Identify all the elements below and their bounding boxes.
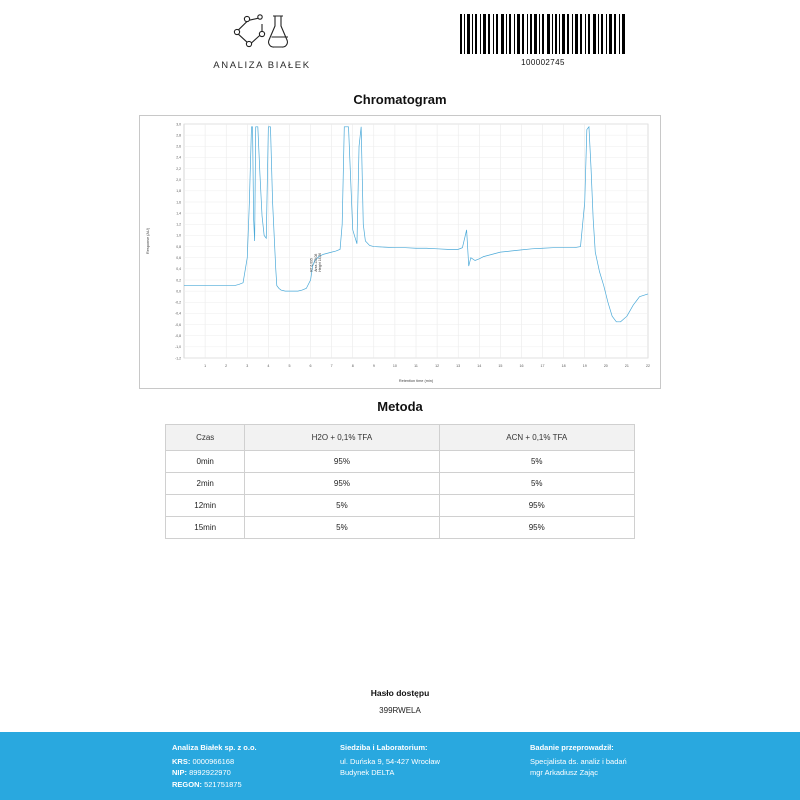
table-row — [166, 473, 635, 495]
cell-acn: 5% — [439, 473, 635, 495]
svg-text:0,0: 0,0 — [176, 289, 181, 294]
password-value: 399RWELA — [379, 706, 421, 715]
svg-text:3,0: 3,0 — [176, 122, 181, 127]
svg-text:1,6: 1,6 — [176, 200, 181, 205]
table-row — [166, 517, 635, 539]
table-header-row — [166, 425, 635, 451]
company-krs: KRS: 0000966168 — [172, 756, 235, 766]
svg-text:15: 15 — [498, 364, 503, 368]
table-row — [166, 495, 635, 517]
password-label: Hasło dostępu — [370, 688, 430, 698]
cell-acn: 95% — [439, 517, 635, 539]
svg-text:4: 4 — [267, 364, 270, 368]
footer-company-info — [172, 742, 332, 791]
svg-text:2,8: 2,8 — [176, 133, 181, 138]
cell-acn: 95% — [439, 495, 635, 517]
address-title: Siedziba i Laboratorium: — [340, 743, 428, 752]
svg-text:Retention time (min): Retention time (min) — [398, 379, 434, 383]
svg-text:3: 3 — [246, 364, 249, 368]
svg-text:Response (AU): Response (AU) — [146, 228, 150, 254]
performer-title: Badanie przeprowadził: — [530, 743, 614, 752]
metoda-table-wrap — [165, 424, 635, 539]
svg-text:2,6: 2,6 — [176, 144, 181, 149]
company-name: Analiza Białek sp. z o.o. — [172, 743, 257, 752]
cell-czas: 0min — [166, 451, 245, 473]
svg-text:18: 18 — [561, 364, 566, 368]
footer-performer-info — [530, 742, 730, 779]
company-nip: NIP: 8992922970 — [172, 768, 231, 778]
cell-czas: 2min — [166, 473, 245, 495]
svg-text:9: 9 — [372, 364, 375, 368]
cell-h2o: 95% — [245, 473, 439, 495]
svg-text:19: 19 — [582, 364, 587, 368]
svg-text:1,4: 1,4 — [176, 211, 181, 216]
svg-text:1: 1 — [204, 364, 207, 368]
metoda-table — [165, 424, 635, 539]
performer-role: Specjalista ds. analiz i badań — [530, 756, 627, 766]
svg-text:-0,2: -0,2 — [175, 300, 181, 305]
svg-text:Area 130,08: Area 130,08 — [313, 253, 318, 272]
svg-text:0,8: 0,8 — [176, 244, 181, 249]
svg-text:22: 22 — [646, 364, 650, 368]
access-password-block — [0, 688, 800, 715]
document-footer — [0, 732, 800, 800]
svg-text:2,2: 2,2 — [176, 166, 181, 171]
svg-text:1,0: 1,0 — [176, 233, 181, 238]
svg-text:0,4: 0,4 — [176, 267, 181, 272]
company-regon: REGON: 521751875 — [172, 779, 242, 789]
brand-name: ANALIZA BIAŁEK — [213, 60, 311, 71]
table-row — [166, 451, 635, 473]
cell-h2o: 95% — [245, 451, 439, 473]
svg-text:0,2: 0,2 — [176, 278, 181, 283]
svg-text:-0,8: -0,8 — [175, 334, 181, 339]
address-line-1: ul. Duńska 9, 54-427 Wrocław — [340, 756, 440, 766]
svg-text:16: 16 — [519, 364, 524, 368]
barcode-block — [458, 14, 628, 67]
chromatogram-svg — [140, 116, 658, 386]
svg-text:20: 20 — [603, 364, 608, 368]
svg-text:7: 7 — [330, 364, 333, 368]
svg-text:0,6: 0,6 — [176, 256, 181, 261]
document-header — [0, 0, 800, 86]
cell-czas: 15min — [166, 517, 245, 539]
svg-text:-1,2: -1,2 — [175, 356, 181, 361]
cell-acn: 5% — [439, 451, 635, 473]
svg-text:-1,0: -1,0 — [175, 345, 181, 350]
footer-address-info — [340, 742, 520, 779]
svg-text:21: 21 — [624, 364, 629, 368]
brand-logo — [172, 10, 352, 71]
cell-czas: 12min — [166, 495, 245, 517]
svg-text:14: 14 — [477, 364, 482, 368]
column-header-acn: ACN + 0,1% TFA — [439, 425, 635, 451]
cell-h2o: 5% — [245, 495, 439, 517]
svg-text:10: 10 — [392, 364, 397, 368]
column-header-czas: Czas — [166, 425, 245, 451]
svg-text:6: 6 — [309, 364, 312, 368]
svg-text:2: 2 — [225, 364, 228, 368]
metoda-title: Metoda — [377, 399, 423, 414]
column-header-h2o: H2O + 0,1% TFA — [245, 425, 439, 451]
svg-text:17: 17 — [540, 364, 545, 368]
svg-text:13: 13 — [456, 364, 461, 368]
svg-text:Height 18,26: Height 18,26 — [318, 252, 323, 272]
performer-name: mgr Arkadiusz Zając — [530, 768, 598, 778]
svg-text:-0,6: -0,6 — [175, 322, 181, 327]
molecule-flask-icon — [172, 10, 352, 56]
svg-text:1,8: 1,8 — [176, 189, 181, 194]
barcode-icon — [458, 14, 628, 54]
svg-text:-0,4: -0,4 — [175, 311, 181, 316]
svg-text:RT 6,095: RT 6,095 — [309, 258, 314, 272]
svg-text:2,4: 2,4 — [176, 155, 181, 160]
svg-text:8: 8 — [351, 364, 354, 368]
svg-text:2,0: 2,0 — [176, 178, 181, 183]
chromatogram-title: Chromatogram — [353, 92, 447, 107]
address-line-2: Budynek DELTA — [340, 768, 395, 778]
chromatogram-chart — [139, 115, 661, 389]
svg-text:12: 12 — [435, 364, 440, 368]
cell-h2o: 5% — [245, 517, 439, 539]
svg-text:5: 5 — [288, 364, 291, 368]
svg-text:11: 11 — [414, 364, 418, 368]
barcode-number: 100002745 — [521, 58, 565, 67]
svg-text:1,2: 1,2 — [176, 222, 181, 227]
